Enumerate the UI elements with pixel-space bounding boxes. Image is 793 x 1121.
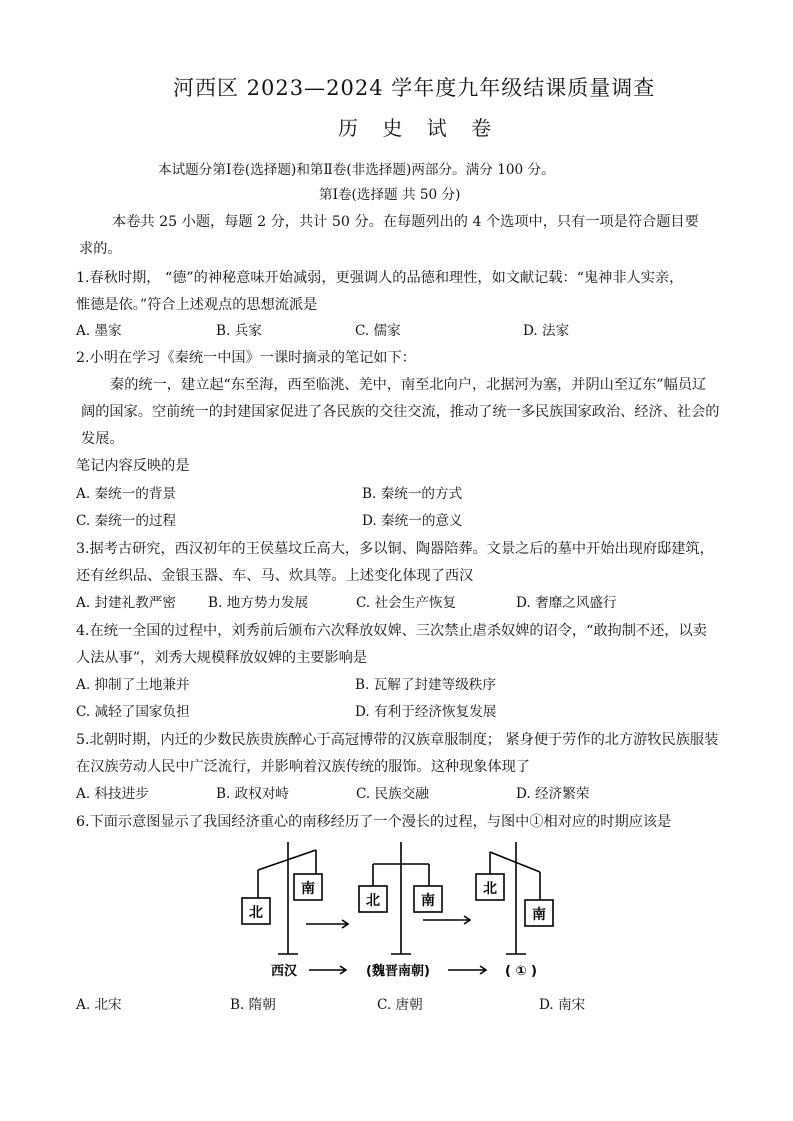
- exam-title: 河西区 2023—2024 学年度九年级结课质量调查: [173, 76, 656, 100]
- question-3-option-b[interactable]: B. 地方势力发展: [208, 595, 309, 611]
- section-heading: 第Ⅰ卷(选择题 共 50 分): [319, 187, 461, 203]
- timeline-label-unknown: ( ① ): [505, 964, 537, 979]
- question-4-option-d[interactable]: D. 有利于经济恢复发展: [355, 704, 497, 720]
- timeline-label-xihan: 西汉: [270, 964, 298, 979]
- question-5-option-a[interactable]: A. 科技进步: [76, 786, 149, 802]
- question-5-line-1: 5.北朝时期，内迁的少数民族贵族醉心于高冠博带的汉族章服制度； 紧身便于劳作的北方游牧民族服装: [76, 732, 719, 748]
- question-5-line-2: 在汉族劳动人民中广泛流行，并影响着汉族传统的服饰。这种现象体现了: [76, 759, 531, 775]
- label-south-2: 南: [421, 893, 435, 909]
- balance-scale-xihan: [242, 842, 322, 954]
- question-6-option-c[interactable]: C. 唐朝: [377, 997, 423, 1013]
- label-north-2: 北: [366, 893, 380, 909]
- instruction-line-2: 求的。: [79, 241, 122, 257]
- question-4-option-b[interactable]: B. 瓦解了封建等级秩序: [355, 677, 496, 693]
- question-2-stem: 笔记内容反映的是: [76, 458, 190, 474]
- question-4-line-1: 4.在统一全国的过程中，刘秀前后颁布六次释放奴婢、三次禁止虐杀奴婢的诏令，“敢拘制不还，以卖: [76, 623, 707, 639]
- question-2-quote-line-2: 阔的国家。空前统一的封建国家促进了各民族的交往交流，推动了统一多民族国家政治、经济、社会的: [81, 404, 720, 420]
- question-4-option-a[interactable]: A. 抑制了土地兼并: [76, 677, 190, 693]
- question-5-option-d[interactable]: D. 经济繁荣: [516, 786, 590, 802]
- question-3-option-c[interactable]: C. 社会生产恢复: [356, 595, 457, 611]
- arrow-timeline-2: [448, 966, 486, 974]
- question-1-option-c[interactable]: C. 儒家: [355, 323, 401, 339]
- balance-scale-unknown-period: [476, 842, 553, 954]
- question-6-option-a[interactable]: A. 北宋: [76, 997, 122, 1013]
- question-1-line-1: 1.春秋时期， “德”的神秘意味开始减弱，更强调人的品德和理性，如文献记载：“鬼神非人实亲，: [76, 270, 684, 286]
- question-2-option-a[interactable]: A. 秦统一的背景: [76, 486, 177, 502]
- label-south-3: 南: [532, 907, 546, 923]
- instruction-line-1: 本卷共 25 小题，每题 2 分，共计 50 分。在每题列出的 4 个选项中，只有一项是符合题目要: [112, 214, 699, 230]
- question-6-option-b[interactable]: B. 隋朝: [230, 997, 276, 1013]
- exam-subject: 历 史 试 卷: [338, 116, 501, 140]
- timeline-label-weijin: (魏晋南朝): [366, 964, 430, 979]
- arrow-upper-2: [423, 916, 470, 924]
- question-1-line-2: 惟德是依。”符合上述观点的思想流派是: [76, 297, 318, 313]
- question-3-option-a[interactable]: A. 封建礼教严密: [76, 595, 177, 611]
- question-4-option-c[interactable]: C. 减轻了国家负担: [76, 704, 190, 720]
- arrow-upper-1: [306, 920, 348, 928]
- question-6-line-1: 6.下面示意图显示了我国经济重心的南移经历了一个漫长的过程，与图中①相对应的时期应该是: [76, 814, 672, 830]
- question-3-option-d[interactable]: D. 奢靡之风盛行: [516, 595, 617, 611]
- label-north-3: 北: [483, 881, 497, 897]
- label-north-1: 北: [249, 905, 263, 921]
- question-2-option-c[interactable]: C. 秦统一的过程: [76, 513, 177, 529]
- label-south-1: 南: [301, 881, 315, 897]
- question-2-option-d[interactable]: D. 秦统一的意义: [362, 513, 463, 529]
- question-6-option-d[interactable]: D. 南宋: [539, 997, 586, 1013]
- arrow-timeline-1: [309, 966, 346, 974]
- question-2-line-1: 2.小明在学习《秦统一中国》一课时摘录的笔记如下：: [76, 350, 416, 366]
- question-2-quote-line-1: 秦的统一，建立起“东至海，西至临洮、羌中，南至北向户，北据河为塞，并阴山至辽东”幅员辽: [110, 377, 707, 393]
- question-5-option-c[interactable]: C. 民族交融: [356, 786, 429, 802]
- question-4-line-2: 人法从事”，刘秀大规模释放奴婢的主要影响是: [76, 650, 368, 666]
- question-2-quote-line-3: 发展。: [81, 431, 124, 447]
- question-1-option-d[interactable]: D. 法家: [523, 323, 570, 339]
- question-1-option-a[interactable]: A. 墨家: [76, 323, 122, 339]
- question-2-option-b[interactable]: B. 秦统一的方式: [362, 486, 463, 502]
- question-3-line-1: 3.据考古研究，西汉初年的王侯墓坟丘高大，多以铜、陶器陪葬。文景之后的墓中开始出现府邸建筑，: [76, 541, 714, 557]
- question-3-line-2: 还有丝织品、金银玉器、车、马、炊具等。上述变化体现了西汉: [76, 568, 474, 584]
- question-5-option-b[interactable]: B. 政权对峙: [216, 786, 290, 802]
- economic-center-shift-diagram: [236, 842, 566, 982]
- question-1-option-b[interactable]: B. 兵家: [216, 323, 262, 339]
- exam-intro: 本试题分第Ⅰ卷(选择题)和第Ⅱ卷(非选择题)两部分。满分 100 分。: [158, 162, 555, 178]
